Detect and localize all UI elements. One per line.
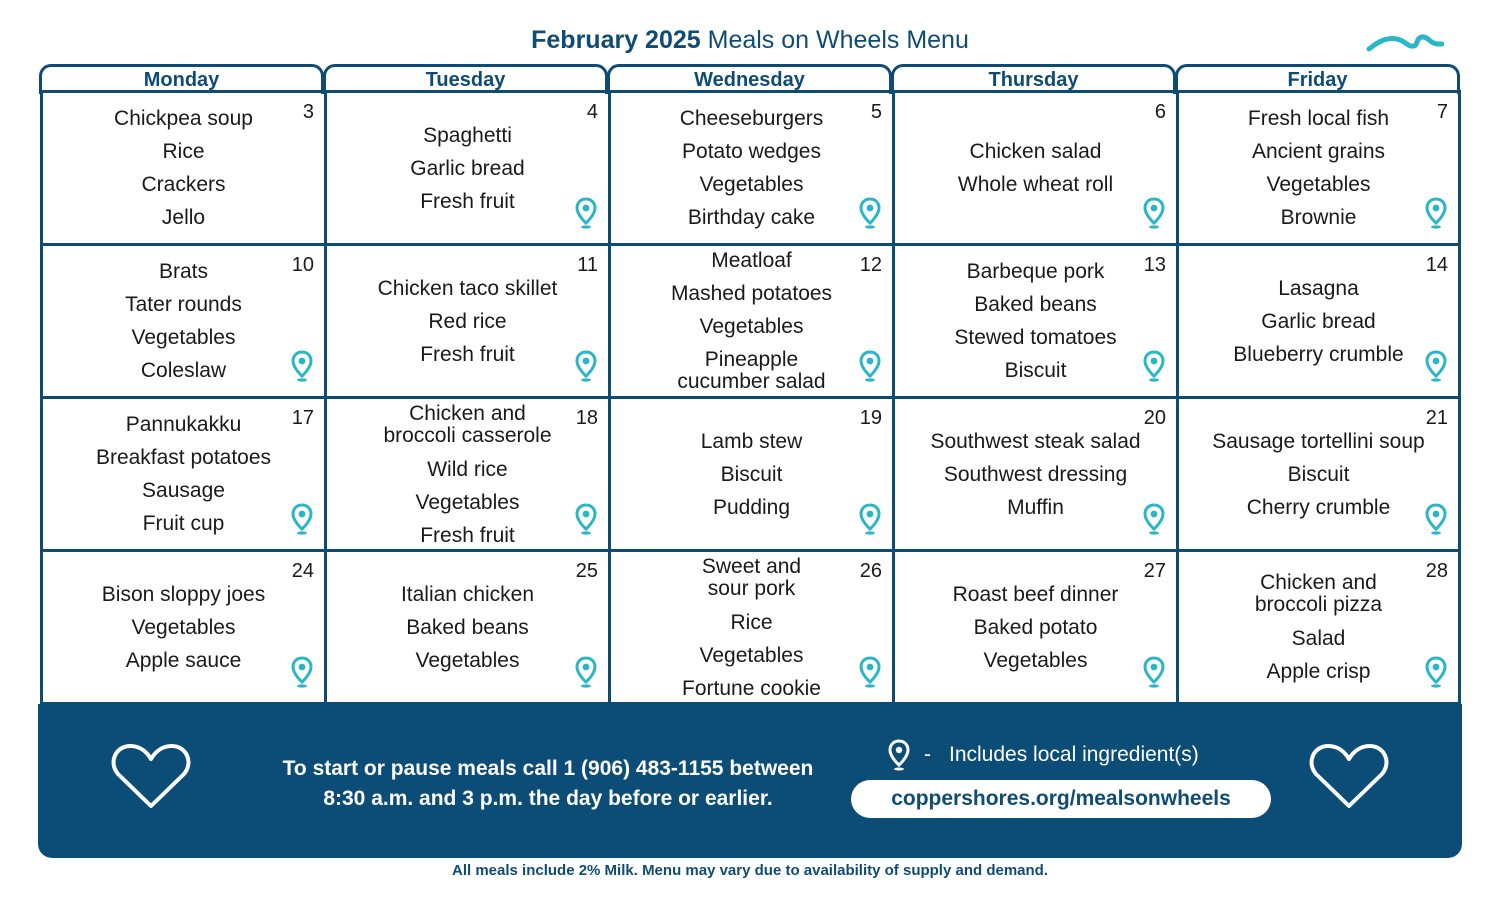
date-number: 25 xyxy=(575,560,598,582)
footer-band xyxy=(38,704,1462,858)
meal-list xyxy=(55,413,312,535)
meal-item: Pudding xyxy=(712,495,791,519)
meal-item: Vegetables xyxy=(699,173,804,196)
meal-item: Tater rounds xyxy=(125,293,242,316)
meal-item: Meatloaf xyxy=(711,248,792,272)
meal-item: Wild rice xyxy=(427,457,508,481)
meal-item: Southwest steak salad xyxy=(930,429,1141,453)
date-number: 17 xyxy=(291,407,314,429)
heart-icon xyxy=(110,742,192,812)
meal-item: Biscuit xyxy=(1004,359,1067,382)
meal-item: Salad xyxy=(1291,627,1346,650)
day-cell xyxy=(43,552,327,705)
meal-item: Vegetables xyxy=(131,615,236,639)
meal-list xyxy=(339,401,596,547)
meal-list xyxy=(623,107,880,229)
meal-item: Italian chicken xyxy=(400,582,535,606)
meal-item: Vegetables xyxy=(983,648,1088,672)
meal-item: Fruit cup xyxy=(142,512,225,535)
day-cell xyxy=(895,93,1179,246)
meal-list xyxy=(623,248,880,393)
meal-item: Vegetables xyxy=(415,648,520,672)
meal-item: Chicken and broccoli pizza xyxy=(1254,571,1383,616)
meal-item: Breakfast potatoes xyxy=(95,446,272,469)
meal-list xyxy=(907,107,1164,229)
date-number: 5 xyxy=(870,101,882,123)
day-cell xyxy=(43,246,327,399)
date-number: 4 xyxy=(586,101,598,123)
date-number: 21 xyxy=(1425,407,1448,429)
date-number: 3 xyxy=(302,101,314,123)
day-cell xyxy=(1179,399,1458,552)
meal-item: Chicken taco skillet xyxy=(377,276,558,300)
meal-item: Baked beans xyxy=(406,615,529,639)
meal-item: Cheeseburgers xyxy=(679,107,824,130)
wave-logo-icon xyxy=(1366,30,1444,56)
meal-item: Garlic bread xyxy=(410,156,525,180)
date-number: 19 xyxy=(859,407,882,429)
meal-item: Jello xyxy=(161,206,206,229)
meal-item: Biscuit xyxy=(720,462,783,486)
meal-list xyxy=(55,107,312,229)
location-pin-icon xyxy=(1425,350,1447,382)
meal-list xyxy=(907,413,1164,535)
day-cell xyxy=(327,552,611,705)
location-pin-icon xyxy=(859,656,881,688)
meal-item: Apple crisp xyxy=(1266,660,1371,683)
meal-list xyxy=(623,413,880,535)
meal-item: Vegetables xyxy=(699,643,804,667)
location-pin-icon xyxy=(291,503,313,535)
meal-item: Fortune cookie xyxy=(682,676,821,700)
meal-item: Crackers xyxy=(141,173,226,196)
location-pin-icon xyxy=(575,656,597,688)
meal-item: Cherry crumble xyxy=(1246,495,1391,519)
date-number: 13 xyxy=(1143,254,1166,276)
day-header-thursday: Thursday xyxy=(891,64,1176,94)
location-pin-icon xyxy=(1425,197,1447,229)
day-cell xyxy=(611,552,895,705)
menu-calendar-grid xyxy=(40,90,1461,704)
legend-dash: - xyxy=(924,743,931,766)
date-number: 27 xyxy=(1143,560,1166,582)
day-cell xyxy=(43,93,327,246)
meal-item: Vegetables xyxy=(699,314,804,338)
location-pin-icon xyxy=(291,656,313,688)
day-cell xyxy=(611,399,895,552)
day-cell xyxy=(611,93,895,246)
location-pin-icon xyxy=(859,503,881,535)
meal-item: Brats xyxy=(158,260,208,283)
meal-item: Apple sauce xyxy=(125,648,242,672)
meal-item: Sausage tortellini soup xyxy=(1212,429,1425,453)
meal-item: Baked beans xyxy=(974,293,1097,316)
meal-list xyxy=(1191,107,1446,229)
day-header-friday: Friday xyxy=(1175,64,1460,94)
meal-item: Biscuit xyxy=(1287,462,1350,486)
day-cell xyxy=(1179,552,1458,705)
meal-item: Potato wedges xyxy=(682,140,821,163)
day-header-monday: Monday xyxy=(39,64,324,94)
meal-item: Whole wheat roll xyxy=(957,173,1114,196)
meal-item: Lasagna xyxy=(1278,276,1359,300)
meal-item: Fresh fruit xyxy=(420,189,515,213)
location-pin-icon xyxy=(1143,197,1165,229)
meal-item: Blueberry crumble xyxy=(1233,342,1404,366)
meal-item: Birthday cake xyxy=(687,206,816,229)
day-cell xyxy=(1179,93,1458,246)
location-pin-icon xyxy=(888,739,910,771)
day-cell xyxy=(895,399,1179,552)
meal-item: Bison sloppy joes xyxy=(101,582,266,606)
day-cell xyxy=(1179,246,1458,399)
location-pin-icon xyxy=(1143,350,1165,382)
call-instructions xyxy=(238,754,858,814)
date-number: 28 xyxy=(1425,560,1448,582)
meal-item: Sausage xyxy=(142,479,225,502)
meal-item: Stewed tomatoes xyxy=(954,326,1117,349)
date-number: 6 xyxy=(1154,101,1166,123)
heart-icon xyxy=(1308,742,1390,812)
meal-item: Muffin xyxy=(1007,495,1064,519)
meal-item: Ancient grains xyxy=(1251,140,1386,163)
meal-item: Barbeque pork xyxy=(966,260,1105,283)
meal-list xyxy=(1191,566,1446,688)
location-pin-icon xyxy=(1143,503,1165,535)
meal-item: Spaghetti xyxy=(423,123,512,147)
date-number: 10 xyxy=(291,254,314,276)
meal-list xyxy=(339,566,596,688)
meal-item: Chicken salad xyxy=(969,140,1102,163)
meal-list xyxy=(1191,260,1446,382)
location-pin-icon xyxy=(575,503,597,535)
day-header-row xyxy=(40,64,1461,92)
meal-item: Chickpea soup xyxy=(114,107,253,130)
meal-item: Fresh fruit xyxy=(420,342,515,366)
day-cell xyxy=(327,93,611,246)
date-number: 20 xyxy=(1143,407,1166,429)
meal-item: Rice xyxy=(162,140,205,163)
call-line-2: 8:30 a.m. and 3 p.m. the day before or earlier. xyxy=(323,787,773,810)
day-header-tuesday: Tuesday xyxy=(323,64,608,94)
date-number: 7 xyxy=(1436,101,1448,123)
day-cell xyxy=(327,246,611,399)
location-pin-icon xyxy=(291,350,313,382)
location-pin-icon xyxy=(575,350,597,382)
meal-item: Lamb stew xyxy=(700,429,803,453)
meal-item: Sweet and sour pork xyxy=(701,554,802,600)
location-pin-icon xyxy=(859,197,881,229)
meal-list xyxy=(1191,413,1446,535)
meal-item: Pineapple cucumber salad xyxy=(677,347,826,393)
meal-list xyxy=(55,566,312,688)
meal-item: Brownie xyxy=(1280,206,1357,229)
date-number: 26 xyxy=(859,560,882,582)
location-pin-icon xyxy=(1425,656,1447,688)
day-cell xyxy=(327,399,611,552)
meal-item: Coleslaw xyxy=(140,359,227,382)
day-cell xyxy=(895,552,1179,705)
meal-list xyxy=(623,554,880,700)
title-month: February 2025 xyxy=(531,26,701,54)
call-line-1: To start or pause meals call 1 (906) 483-1155 between xyxy=(282,757,814,780)
location-pin-icon xyxy=(859,350,881,382)
day-cell xyxy=(895,246,1179,399)
legend-text: Includes local ingredient(s) xyxy=(949,743,1199,766)
page-title xyxy=(0,26,1500,55)
meal-list xyxy=(339,107,596,229)
date-number: 12 xyxy=(859,254,882,276)
title-rest: Meals on Wheels Menu xyxy=(707,26,969,54)
date-number: 11 xyxy=(577,254,598,276)
meal-item: Fresh local fish xyxy=(1247,107,1390,130)
day-header-wednesday: Wednesday xyxy=(607,64,892,94)
meal-list xyxy=(907,566,1164,688)
location-pin-icon xyxy=(1143,656,1165,688)
meal-list xyxy=(339,260,596,382)
meal-item: Pannukakku xyxy=(125,413,242,436)
local-ingredient-legend xyxy=(888,738,1199,772)
meal-item: Vegetables xyxy=(131,326,236,349)
meal-item: Fresh fruit xyxy=(420,523,515,547)
meal-item: Baked potato xyxy=(973,615,1098,639)
meal-item: Vegetables xyxy=(415,490,520,514)
meal-item: Roast beef dinner xyxy=(952,582,1119,606)
date-number: 18 xyxy=(575,407,598,429)
date-number: 14 xyxy=(1425,254,1448,276)
meal-item: Chicken and broccoli casserole xyxy=(383,401,552,447)
meal-item: Garlic bread xyxy=(1261,309,1376,333)
milk-disclaimer: All meals include 2% Milk. Menu may vary due to availability of supply and demand. xyxy=(452,862,1048,879)
meal-item: Southwest dressing xyxy=(943,462,1128,486)
meal-item: Vegetables xyxy=(1266,173,1371,196)
meal-list xyxy=(55,260,312,382)
location-pin-icon xyxy=(1425,503,1447,535)
meal-item: Mashed potatoes xyxy=(670,281,833,305)
day-cell xyxy=(43,399,327,552)
meal-list xyxy=(907,260,1164,382)
day-cell xyxy=(611,246,895,399)
date-number: 24 xyxy=(291,560,314,582)
website-link[interactable]: coppershores.org/mealsonwheels xyxy=(851,780,1271,818)
location-pin-icon xyxy=(575,197,597,229)
meal-item: Red rice xyxy=(428,309,507,333)
meal-item: Rice xyxy=(730,610,773,634)
